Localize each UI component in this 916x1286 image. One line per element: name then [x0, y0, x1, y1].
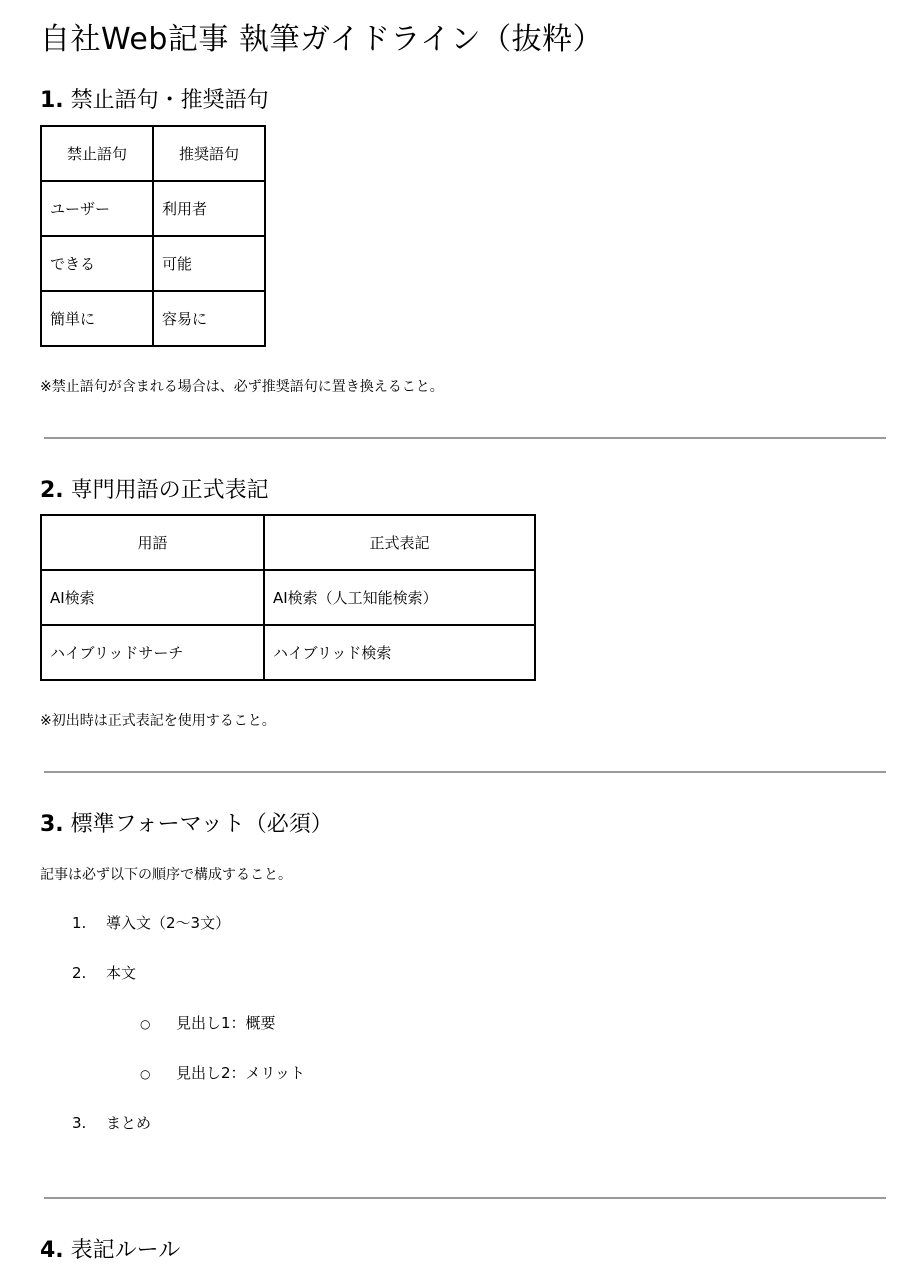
table-cell: AI検索	[41, 570, 264, 625]
section-1-title: 禁止語句・推奨語句	[70, 88, 269, 113]
table-cell: 可能	[153, 236, 265, 291]
sub-list-item-text: 見出し1：概要	[176, 1014, 276, 1032]
banned-words-table	[40, 125, 266, 347]
section-divider	[44, 1197, 886, 1199]
circle-bullet-icon: ○	[140, 1067, 151, 1081]
list-item-text: まとめ	[106, 1114, 152, 1132]
list-item	[72, 1112, 151, 1134]
sub-list-item	[140, 1062, 305, 1085]
table-cell: ハイブリッドサーチ	[41, 625, 264, 680]
table-header-row	[41, 515, 535, 570]
table-cell: 利用者	[153, 181, 265, 236]
section-4-title: 表記ルール	[70, 1238, 181, 1263]
list-marker: 2.	[72, 964, 87, 982]
list-item	[72, 962, 136, 984]
section-1-note: ※禁止語句が含まれる場合は、必ず推奨語句に置き換えること。	[40, 379, 444, 395]
section-4-number: 4.	[40, 1238, 64, 1263]
section-2-number: 2.	[40, 478, 64, 503]
section-2-note: ※初出時は正式表記を使用すること。	[40, 713, 276, 729]
list-item	[72, 912, 230, 934]
table-header-cell: 推奨語句	[153, 126, 265, 181]
circle-bullet-icon: ○	[140, 1017, 151, 1031]
table-row	[41, 181, 265, 236]
sub-list-item-text: 見出し2：メリット	[176, 1064, 305, 1082]
section-3-title: 標準フォーマット（必須）	[70, 812, 333, 837]
table-cell: 簡単に	[41, 291, 153, 346]
table-header-row	[41, 126, 265, 181]
section-2-heading	[40, 476, 269, 506]
table-row	[41, 236, 265, 291]
section-1-heading	[40, 86, 269, 116]
table-header-cell: 用語	[41, 515, 264, 570]
document-title: 自社Web記事 執筆ガイドライン（抜粋）	[40, 22, 604, 57]
table-header-cell: 禁止語句	[41, 126, 153, 181]
table-cell: できる	[41, 236, 153, 291]
section-divider	[44, 771, 886, 773]
table-row	[41, 291, 265, 346]
table-row	[41, 570, 535, 625]
section-1-number: 1.	[40, 88, 64, 113]
list-marker: 1.	[72, 914, 87, 932]
table-cell: AI検索（人工知能検索）	[264, 570, 535, 625]
table-header-cell: 正式表記	[264, 515, 535, 570]
section-divider	[44, 437, 886, 439]
section-4-heading	[40, 1236, 180, 1266]
table-cell: ハイブリッド検索	[264, 625, 535, 680]
section-3-intro: 記事は必ず以下の順序で構成すること。	[40, 867, 292, 883]
section-3-number: 3.	[40, 812, 64, 837]
table-row	[41, 625, 535, 680]
table-cell: 容易に	[153, 291, 265, 346]
list-item-text: 導入文（2〜3文）	[106, 914, 231, 932]
list-item-text: 本文	[106, 964, 137, 982]
section-2-title: 専門用語の正式表記	[70, 478, 269, 503]
terminology-table	[40, 514, 536, 681]
table-cell: ユーザー	[41, 181, 153, 236]
list-marker: 3.	[72, 1114, 87, 1132]
section-3-heading	[40, 810, 333, 840]
sub-list-item	[140, 1012, 276, 1035]
